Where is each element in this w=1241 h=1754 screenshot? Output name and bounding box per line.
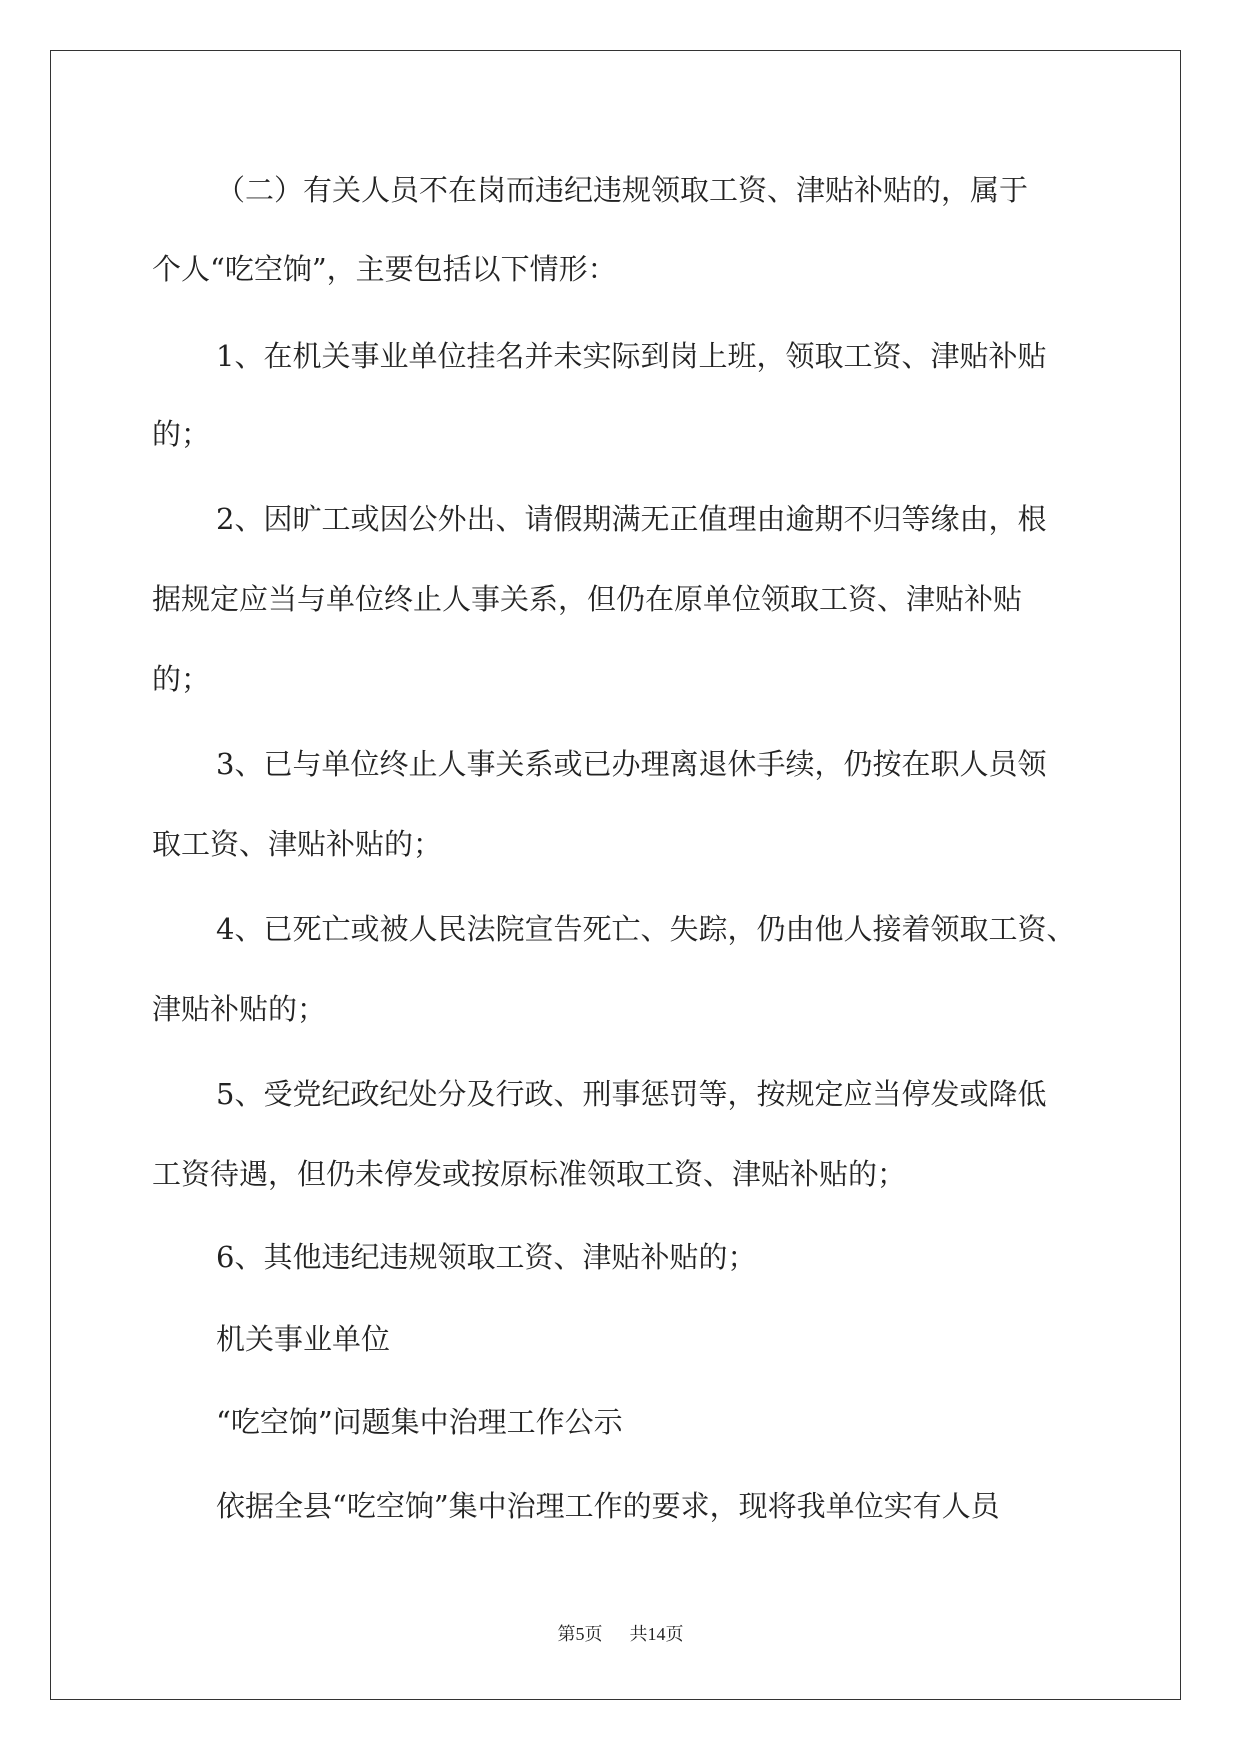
paragraph-line: 的； (152, 417, 211, 451)
page-border (50, 50, 1181, 1700)
paragraph-line: 依据全县“吃空饷”集中治理工作的要求，现将我单位实有人员 (216, 1489, 1000, 1523)
paragraph-line: 2、因旷工或因公外出、请假期满无正值理由逾期不归等缘由，根 (216, 502, 1047, 536)
paragraph-line: 据规定应当与单位终止人事关系，但仍在原单位领取工资、津贴补贴 (152, 582, 1023, 616)
paragraph-line: 4、已死亡或被人民法院宣告死亡、失踪，仍由他人接着领取工资、 (216, 912, 1076, 946)
paragraph-line: 1、在机关事业单位挂名并未实际到岗上班，领取工资、津贴补贴 (216, 339, 1047, 373)
paragraph-line: 个人“吃空饷”，主要包括以下情形： (152, 252, 617, 286)
paragraph-line: 5、受党纪政纪处分及行政、刑事惩罚等，按规定应当停发或降低 (216, 1077, 1047, 1111)
paragraph-line: 6、其他违纪违规领取工资、津贴补贴的； (216, 1240, 757, 1274)
paragraph-line: 的； (152, 662, 211, 696)
paragraph-line: 3、已与单位终止人事关系或已办理离退休手续，仍按在职人员领 (216, 747, 1047, 781)
paragraph-line: （二）有关人员不在岗而违纪违规领取工资、津贴补贴的，属于 (216, 173, 1029, 207)
page-total: 共14页 (629, 1624, 684, 1644)
page-number: 第5页 (557, 1624, 603, 1644)
paragraph-line: 津贴补贴的； (152, 992, 327, 1026)
paragraph-line: 取工资、津贴补贴的； (152, 827, 443, 861)
section-heading: “吃空饷”问题集中治理工作公示 (216, 1405, 623, 1439)
paragraph-line: 工资待遇，但仍未停发或按原标准领取工资、津贴补贴的； (152, 1157, 907, 1191)
page-footer (0, 1620, 1241, 1646)
section-heading: 机关事业单位 (216, 1322, 391, 1356)
